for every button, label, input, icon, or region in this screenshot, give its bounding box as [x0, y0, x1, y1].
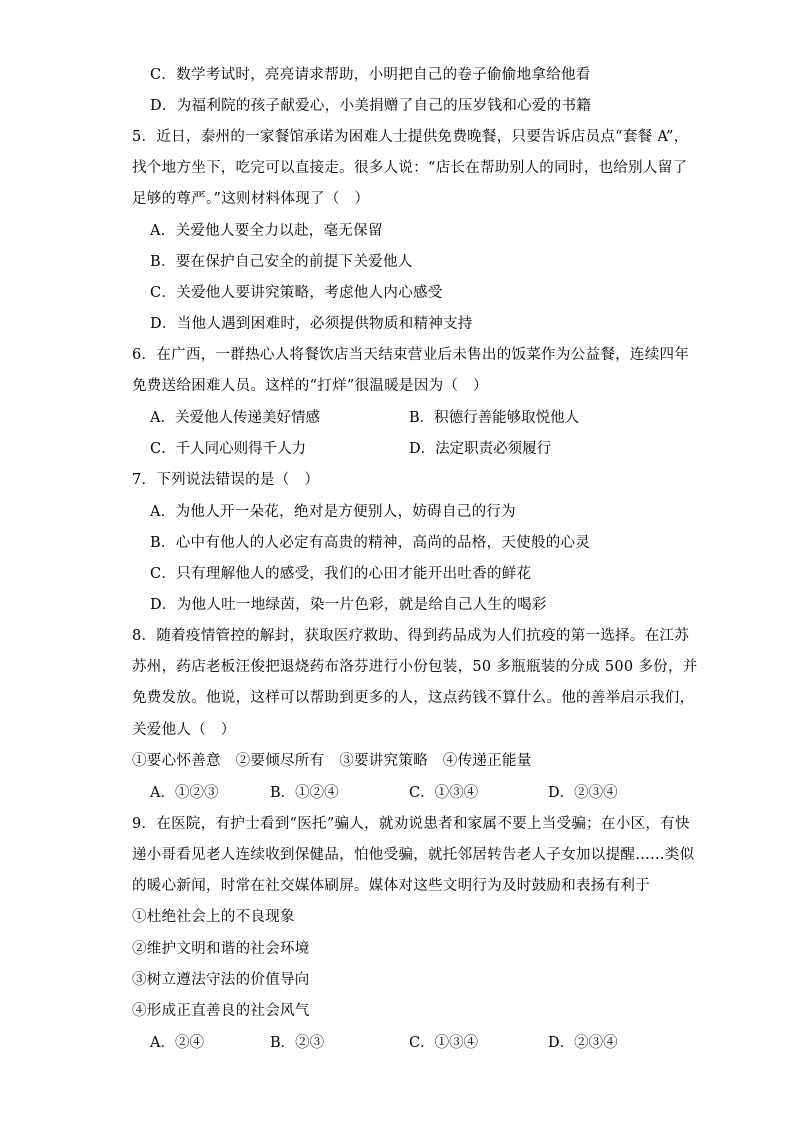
q7-stem: 7．下列说法错误的是（ ） — [132, 472, 320, 488]
q8-stem-line-3: 免费发放。他说，这样可以帮助到更多的人，这点药钱不算什么。他的善举启示我们， — [132, 690, 695, 706]
q5-option-d: D．当他人遇到困难时，必须提供物质和精神支持 — [150, 316, 473, 332]
q9-option-b: B．②③ — [270, 1035, 325, 1051]
q8-option-a: A．①②③ — [150, 785, 219, 801]
q9-item-1: ①杜绝社会上的不良现象 — [132, 909, 295, 925]
q7-option-a: A．为他人开一朵花，绝对是方便别人，妨碍自己的行为 — [150, 504, 516, 520]
q6-stem-line-1: 6．在广西，一群热心人将餐饮店当天结束营业后未售出的饭菜作为公益餐，连续四年 — [132, 347, 690, 363]
q9-item-3: ③树立遵法守法的价值导向 — [132, 972, 310, 988]
q6-option-a: A．关爱他人传递美好情感 — [150, 410, 320, 426]
q7-option-c: C．只有理解他人的感受，我们的心田才能开出吐香的鲜花 — [150, 566, 532, 582]
q5-option-b: B．要在保护自己安全的前提下关爱他人 — [150, 254, 413, 270]
q9-stem-line-2: 递小哥看见老人连续收到保健品，怕他受骗，就托邻居转告老人子女加以提醒……类似 — [132, 847, 695, 863]
q9-option-d: D．②③④ — [548, 1035, 618, 1051]
q7-option-b: B．心中有他人的人必定有高贵的精神，高尚的品格，天使般的心灵 — [150, 535, 591, 551]
q8-option-d: D．②③④ — [548, 785, 618, 801]
q5-option-a: A．关爱他人要全力以赴，毫无保留 — [150, 223, 383, 239]
q9-item-2: ②维护文明和谐的社会环境 — [132, 941, 310, 957]
q9-option-a: A．②④ — [150, 1035, 204, 1051]
q5-stem-line-1: 5．近日，泰州的一家餐馆承诺为困难人士提供免费晚餐，只要告诉店员点“套餐 A”， — [132, 129, 689, 145]
q6-stem-line-2: 免费送给困难人员。这样的“打烊”很温暖是因为（ ） — [132, 378, 488, 394]
q6-option-d: D．法定职责必须履行 — [409, 441, 552, 457]
q8-stem-line-2: 苏州，药店老板汪俊把退烧药布洛芬进行小份包装，50 多瓶瓶装的分成 500 多份，并 — [132, 659, 698, 675]
q4-option-c: C．数学考试时，亮亮请求帮助，小明把自己的卷子偷偷地拿给他看 — [150, 67, 591, 83]
q8-option-c: C．①③④ — [409, 785, 479, 801]
q9-stem-line-1: 9．在医院，有护士看到“医托”骗人，就劝说患者和家属不要上当受骗；在小区，有快 — [132, 816, 690, 832]
q5-stem-line-2: 找个地方坐下，吃完可以直接走。很多人说：“店长在帮助别人的同时，也给别人留了 — [132, 160, 688, 176]
q8-stem-line-4: 关爱他人（ ） — [132, 722, 236, 738]
q4-option-d: D．为福利院的孩子献爱心，小美捐赠了自己的压岁钱和心爱的书籍 — [150, 98, 592, 114]
q8-stem-line-1: 8．随着疫情管控的解封，获取医疗救助、得到药品成为人们抗疫的第一选择。在江苏 — [132, 628, 690, 644]
q9-option-c: C．①③④ — [409, 1035, 479, 1051]
q5-option-c: C．关爱他人要讲究策略，考虑他人内心感受 — [150, 285, 443, 301]
q9-stem-line-3: 的暖心新闻，时常在社交媒体刷屏。媒体对这些文明行为及时鼓励和表扬有利于 — [132, 878, 650, 894]
q8-items: ①要心怀善意 ②要倾尽所有 ③要讲究策略 ④传递正能量 — [132, 753, 532, 769]
q9-item-4: ④形成正直善良的社会风气 — [132, 1003, 310, 1019]
q6-option-c: C．千人同心则得千人力 — [150, 441, 307, 457]
q6-option-b: B．积德行善能够取悦他人 — [409, 410, 580, 426]
q7-option-d: D．为他人吐一地绿茵，染一片色彩，就是给自己人生的喝彩 — [150, 597, 547, 613]
q8-option-b: B．①②④ — [270, 785, 339, 801]
q5-stem-line-3: 足够的尊严。”这则材料体现了（ ） — [132, 191, 370, 207]
